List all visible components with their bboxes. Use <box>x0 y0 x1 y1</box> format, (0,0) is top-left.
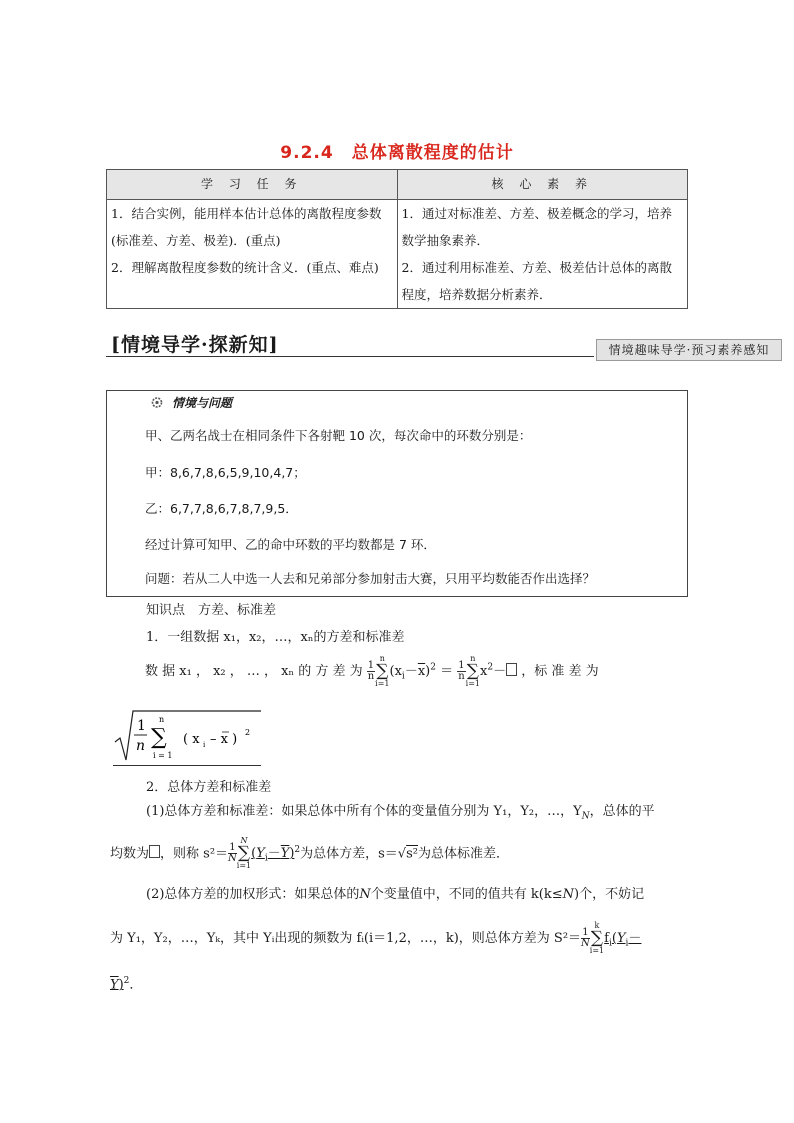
p2-text-c: )个，不妨记 <box>574 887 645 902</box>
p1-text-c: 均数为 <box>110 846 150 862</box>
svg-text:( x: ( x <box>183 732 200 747</box>
goals-task-1: 1．结合实例，能用样本估计总体的离散程度参数(标准差、方差、极差)．(重点) <box>111 206 382 248</box>
p2-text-e: ． <box>129 977 143 993</box>
std-dev-underline <box>113 765 261 766</box>
variance-formula-row: 数 据 x₁ ， x₂ ， … ， xₙ 的 方 差 为 $\frac{1}{n}$ n ∑ $i=1(x_i-\overline{x})^2$ ＝ $\frac{1}{n}$ n ∑ $i=1x^2-$ ，标 准 差 为 <box>145 654 599 688</box>
sum-symbol-4: k ∑ i=1 <box>589 921 605 955</box>
scenario-label-text: 情境与问题 <box>172 396 233 410</box>
knowledge-item-2: 2．总体方差和标准差 <box>146 780 272 795</box>
goals-task-2: 2．理解离散程度参数的统计含义．(重点、难点) <box>111 260 379 275</box>
scenario-line-2: 甲：8,6,7,8,6,5,9,10,4,7； <box>145 465 306 480</box>
fraction-1-over-N: $\frac{1}{N}$ <box>228 842 237 865</box>
p2-text-a: (2)总体方差的加权形式：如果总体的 <box>146 887 360 902</box>
svg-text:2: 2 <box>245 728 251 737</box>
goals-header-tasks: 学 习 任 务 <box>107 170 398 200</box>
scenario-line-1: 甲、乙两名战士在相同条件下各射靶 10 次，每次命中的环数分别是： <box>145 428 532 443</box>
sum-symbol-3: N ∑ i=1 <box>236 836 252 871</box>
mean-placeholder-box <box>149 845 160 858</box>
svg-text:n: n <box>159 715 165 724</box>
scenario-line-3: 乙：6,7,7,8,6,7,8,7,9,5． <box>145 501 298 516</box>
goals-tasks-cell <box>107 200 398 309</box>
svg-text:i: i <box>203 741 206 749</box>
std-dev-formula <box>113 708 263 764</box>
p1-text-f: 为总体标准差． <box>417 846 509 862</box>
goals-literacy-1: 1．通过对标准差、方差、极差概念的学习，培养数学抽象素养． <box>401 206 672 248</box>
sum-symbol-2: n ∑ i=1 <box>465 654 481 688</box>
goals-table <box>106 169 688 309</box>
fraction-1-over-n: $\frac{1}{n}$ <box>367 660 375 682</box>
scenario-box <box>106 390 688 597</box>
svg-text:∑: ∑ <box>151 725 167 750</box>
p2-text-b: 个变量值中，不同的值共有 k(k≤ <box>370 887 563 902</box>
knowledge-title: 知识点 方差、标准差 <box>146 603 277 618</box>
gear-icon <box>150 396 166 409</box>
scenario-line-4: 经过计算可知甲、乙的命中环数的平均数都是 7 环． <box>145 537 436 552</box>
p2-text-d: 为 Y₁，Y₂，…，Yₖ，其中 Yᵢ出现的频数为 fᵢ(i＝1,2，…，k)，则总体方差为 S²＝ <box>110 931 582 946</box>
goals-literacy-2: 2．通过利用标准差、方差、极差估计总体的离散程度，培养数据分析素养． <box>401 260 672 302</box>
weighted-variance-paragraph-2: 为 Y₁，Y₂，…，Yₖ，其中 Yᵢ出现的频数为 fᵢ(i＝1,2，…，k)，则总体方差为 S²＝ $\frac{1}{N}$ k ∑ $i=1f_i(Y_i-$ <box>110 921 642 955</box>
scenario-label <box>172 394 232 411</box>
fraction-1-over-N-2: $\frac{1}{N}$ <box>581 927 590 949</box>
fraction-1-over-n-2: $\frac{1}{n}$ <box>458 660 465 682</box>
svg-text:n: n <box>136 738 146 754</box>
p1-text-b: ，总体的平 <box>589 804 655 819</box>
p1-text-d: ，则称 s²＝ <box>160 846 229 862</box>
svg-text:1: 1 <box>137 718 146 734</box>
goals-literacy-cell <box>397 200 688 309</box>
population-variance-paragraph-2: 均数为 ，则称 s²＝ $\frac{1}{N}$ N ∑ $i=1(Y_i-Y)^2$为总体方差，s＝√s²为总体标准差． <box>110 836 509 871</box>
section-tag: 情境趣味导学·预习素养感知 <box>596 339 782 361</box>
page-title: 9.2.4 总体离散程度的估计 <box>280 143 514 163</box>
section-heading: [情境导学·探新知] <box>111 334 279 356</box>
weighted-variance-paragraph: (2)总体方差的加权形式：如果总体的N个变量值中，不同的值共有 k(k≤N)个，不妨记 <box>146 887 645 902</box>
p1-text-a: (1)总体方差和标准差：如果总体中所有个体的变量值分别为 Y₁，Y₂，…，Y <box>146 804 582 819</box>
scenario-line-5: 问题：若从二人中选一人去和兄弟部分参加射击大赛，只用平均数能否作出选择？ <box>145 571 596 586</box>
sum-symbol: n ∑ i=1 <box>375 654 390 688</box>
weighted-variance-paragraph-3: Y)$^2$． <box>110 976 143 993</box>
knowledge-item-1: 1．一组数据 x₁，x₂，…，xₙ的方差和标准差 <box>146 630 405 645</box>
formula-prefix: 数 据 x₁ ， x₂ ， … ， xₙ 的 方 差 为 <box>145 664 363 679</box>
goals-header-literacy: 核 心 素 养 <box>397 170 688 200</box>
population-variance-paragraph: (1)总体方差和标准差：如果总体中所有个体的变量值分别为 Y₁，Y₂，…，$Y_N$，总体的平 <box>146 804 655 822</box>
p1-text-e: 为总体方差，s＝ <box>300 846 398 862</box>
svg-text:– x ): – x ) <box>210 732 238 747</box>
formula-suffix: ，标 准 差 为 <box>521 664 599 679</box>
placeholder-box <box>506 663 517 676</box>
svg-text:i = 1: i = 1 <box>153 751 173 760</box>
section-rule <box>106 356 594 357</box>
